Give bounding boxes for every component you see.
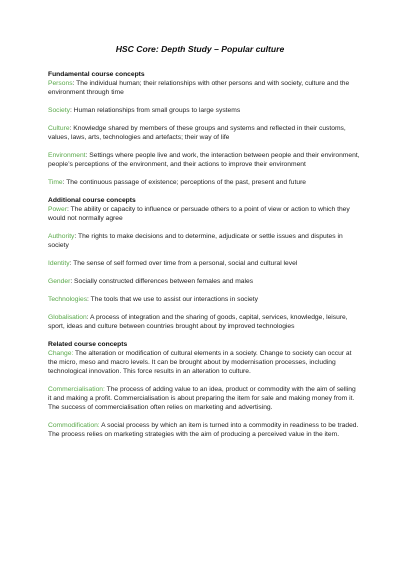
concept-entry-authority (48, 232, 360, 250)
concept-term: Globalisation (48, 314, 87, 321)
concept-definition: : Settings where people live and work, the interaction between people and their environment, people’s perceptions of the environment, and their actions to improve their environment (48, 152, 360, 168)
concept-term: Time (48, 179, 63, 186)
concept-definition: : Knowledge shared by members of these groups and systems and reflected in their customs, values, laws, arts, technologies and artefacts; their way of life (48, 125, 346, 141)
concept-definition: : The sense of self formed over time from a personal, social and cultural level (69, 260, 298, 267)
section-related-concepts (48, 340, 360, 439)
concept-definition: The alteration or modification of cultural elements in a society. Change to society can occur at the micro, meso and macro levels. It can be brought about by modernisation processes, including technological innovation. This force results in an alteration to culture. (48, 350, 352, 375)
concept-term: Authority (48, 233, 75, 240)
concept-term: Technologies (48, 296, 88, 303)
concept-term: Power (48, 206, 67, 213)
section-fundamental-concepts (48, 70, 360, 187)
content-body (48, 70, 360, 448)
concept-entry-culture (48, 124, 360, 142)
concept-definition: : The continuous passage of existence; perceptions of the past, present and future (62, 179, 307, 186)
concept-term: Gender (48, 278, 71, 285)
concept-term: Environment (48, 152, 86, 159)
concept-entry-power (48, 205, 360, 223)
concept-definition: : Socially constructed differences between females and males (70, 278, 254, 285)
concept-entry-environment (48, 151, 360, 169)
concept-definition: : The ability or capacity to influence or persuade others to a point of view or action to which they would not normally agree (48, 206, 350, 222)
concept-entry-society (48, 106, 360, 115)
concept-term: Persons (48, 80, 73, 87)
concept-term: Commodification: (48, 422, 100, 429)
section-heading: Fundamental course concepts (48, 71, 145, 78)
section-heading: Additional course concepts (48, 197, 136, 204)
concept-definition: A social process by which an item is turned into a commodity in readiness to be traded. The process relies on marketing strategies with the aim of producing a perceived value in the item. (48, 422, 359, 438)
concept-definition: : A process of integration and the sharing of goods, capital, services, knowledge, leisure, sport, ideas and culture between countries brought about by improved technologies (48, 314, 348, 330)
concept-definition: : The individual human; their relationships with other persons and with society, culture and the environment through time (48, 80, 350, 96)
concept-term: Identity (48, 260, 70, 267)
concept-entry-gender (48, 277, 360, 286)
concept-term: Society (48, 107, 70, 114)
concept-definition: : The rights to make decisions and to determine, adjudicate or settle issues and disputes in society (48, 233, 343, 249)
concept-definition: : Human relationships from small groups to large systems (69, 107, 241, 114)
page-title: HSC Core: Depth Study – Popular culture (115, 44, 285, 54)
concept-entry-globalisation (48, 313, 360, 331)
concept-entry-commodification (48, 421, 360, 439)
concept-entry-time (48, 178, 360, 187)
concept-entry-persons (48, 79, 360, 97)
concept-term: Commercialisation: (48, 386, 105, 393)
concept-entry-technologies (48, 295, 360, 304)
concept-definition: : The tools that we use to assist our interactions in society (87, 296, 258, 303)
concept-term: Change: (48, 350, 74, 357)
concept-definition: The process of adding value to an idea, product or commodity with the aim of selling it and making a profit. Commercialisation is about preparing the item for sale and making money from it. The success of commercialisation often relies on marketing and advertising. (48, 386, 356, 411)
concept-term: Culture (48, 125, 70, 132)
concept-entry-commercialisation (48, 385, 360, 412)
section-additional-concepts (48, 196, 360, 331)
concept-entry-change (48, 349, 360, 376)
concept-entry-identity (48, 259, 360, 268)
section-heading: Related course concepts (48, 341, 128, 348)
